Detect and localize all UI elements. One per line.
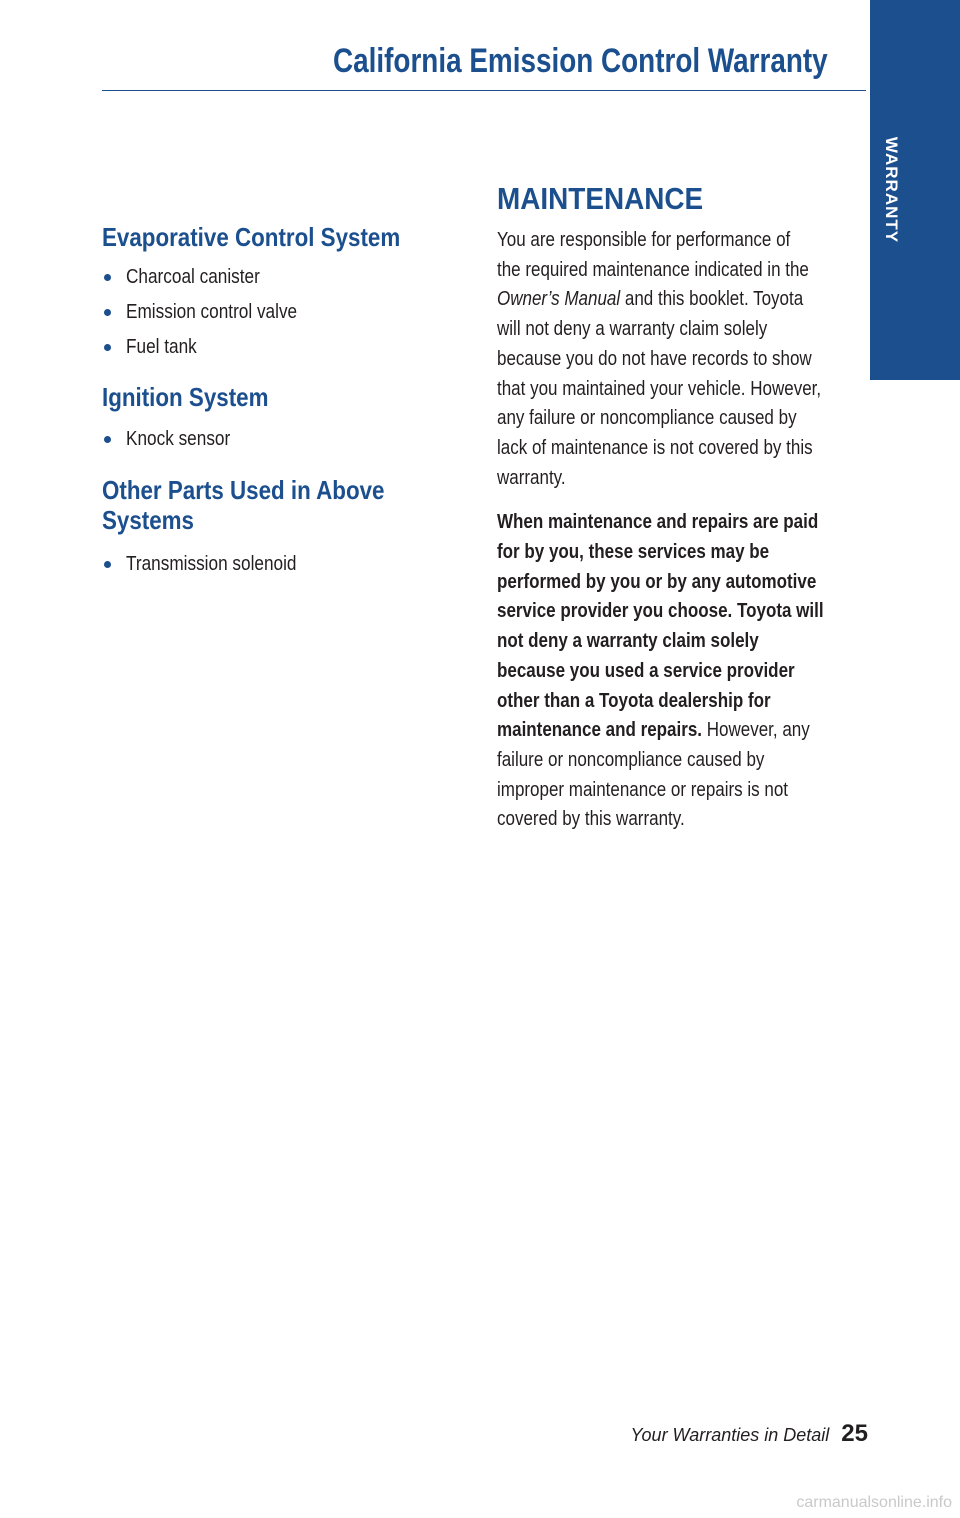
watermark: carmanualsonline.info (796, 1494, 952, 1511)
list-item: Fuel tank (102, 330, 442, 365)
bullet-list (102, 547, 442, 582)
section-heading: Ignition System (102, 382, 269, 412)
bullet-list (102, 422, 442, 457)
section-heading: Evaporative Control System (102, 222, 401, 252)
section-other-parts (102, 475, 442, 582)
list-item: Transmission solenoid (102, 547, 442, 582)
maintenance-paragraph-1: You are responsible for performance of the required maintenance indicated in the Owner’s Manual and this booklet. Toyota will not deny a warranty claim solely because you do not have records to show that you maintained your vehicle. However, any failure or noncompliance caused by lack of maintenance is not covered by this warranty. (497, 229, 822, 489)
bullet-list (102, 260, 442, 365)
bullet-icon (104, 274, 111, 281)
section-heading-line-2: Systems (102, 505, 194, 535)
list-item: Charcoal canister (102, 260, 442, 295)
list-item: Knock sensor (102, 422, 442, 457)
page-footer (631, 1420, 868, 1448)
maintenance-paragraph-2: When maintenance and repairs are paid for by you, these services may be performed by you or by any automotive service provider you choose. Toyota will not deny a warranty claim solely because you used a service provider other than a Toyota dealership for maintenance and repairs. However, any failure or noncompliance caused by improper maintenance or repairs is not covered by this warranty. (497, 511, 824, 831)
maintenance-heading: MAINTENANCE (497, 181, 704, 216)
bullet-icon (104, 561, 111, 568)
footer-text: Your Warranties in Detail (630, 1425, 830, 1445)
side-tab-text: WARRANTY (882, 136, 901, 244)
left-column (102, 222, 442, 582)
section-heading: Other Parts Used in Above (102, 475, 385, 505)
page-number: 25 (841, 1420, 868, 1447)
maintenance-column (497, 180, 867, 835)
bullet-icon (104, 436, 111, 443)
title-divider (102, 90, 866, 91)
page-title: California Emission Control Warranty (333, 42, 828, 80)
list-item: Emission control valve (102, 295, 442, 330)
bullet-icon (104, 309, 111, 316)
bullet-icon (104, 344, 111, 351)
section-evaporative (102, 222, 442, 365)
section-ignition (102, 382, 442, 457)
side-tab-label (871, 135, 911, 245)
